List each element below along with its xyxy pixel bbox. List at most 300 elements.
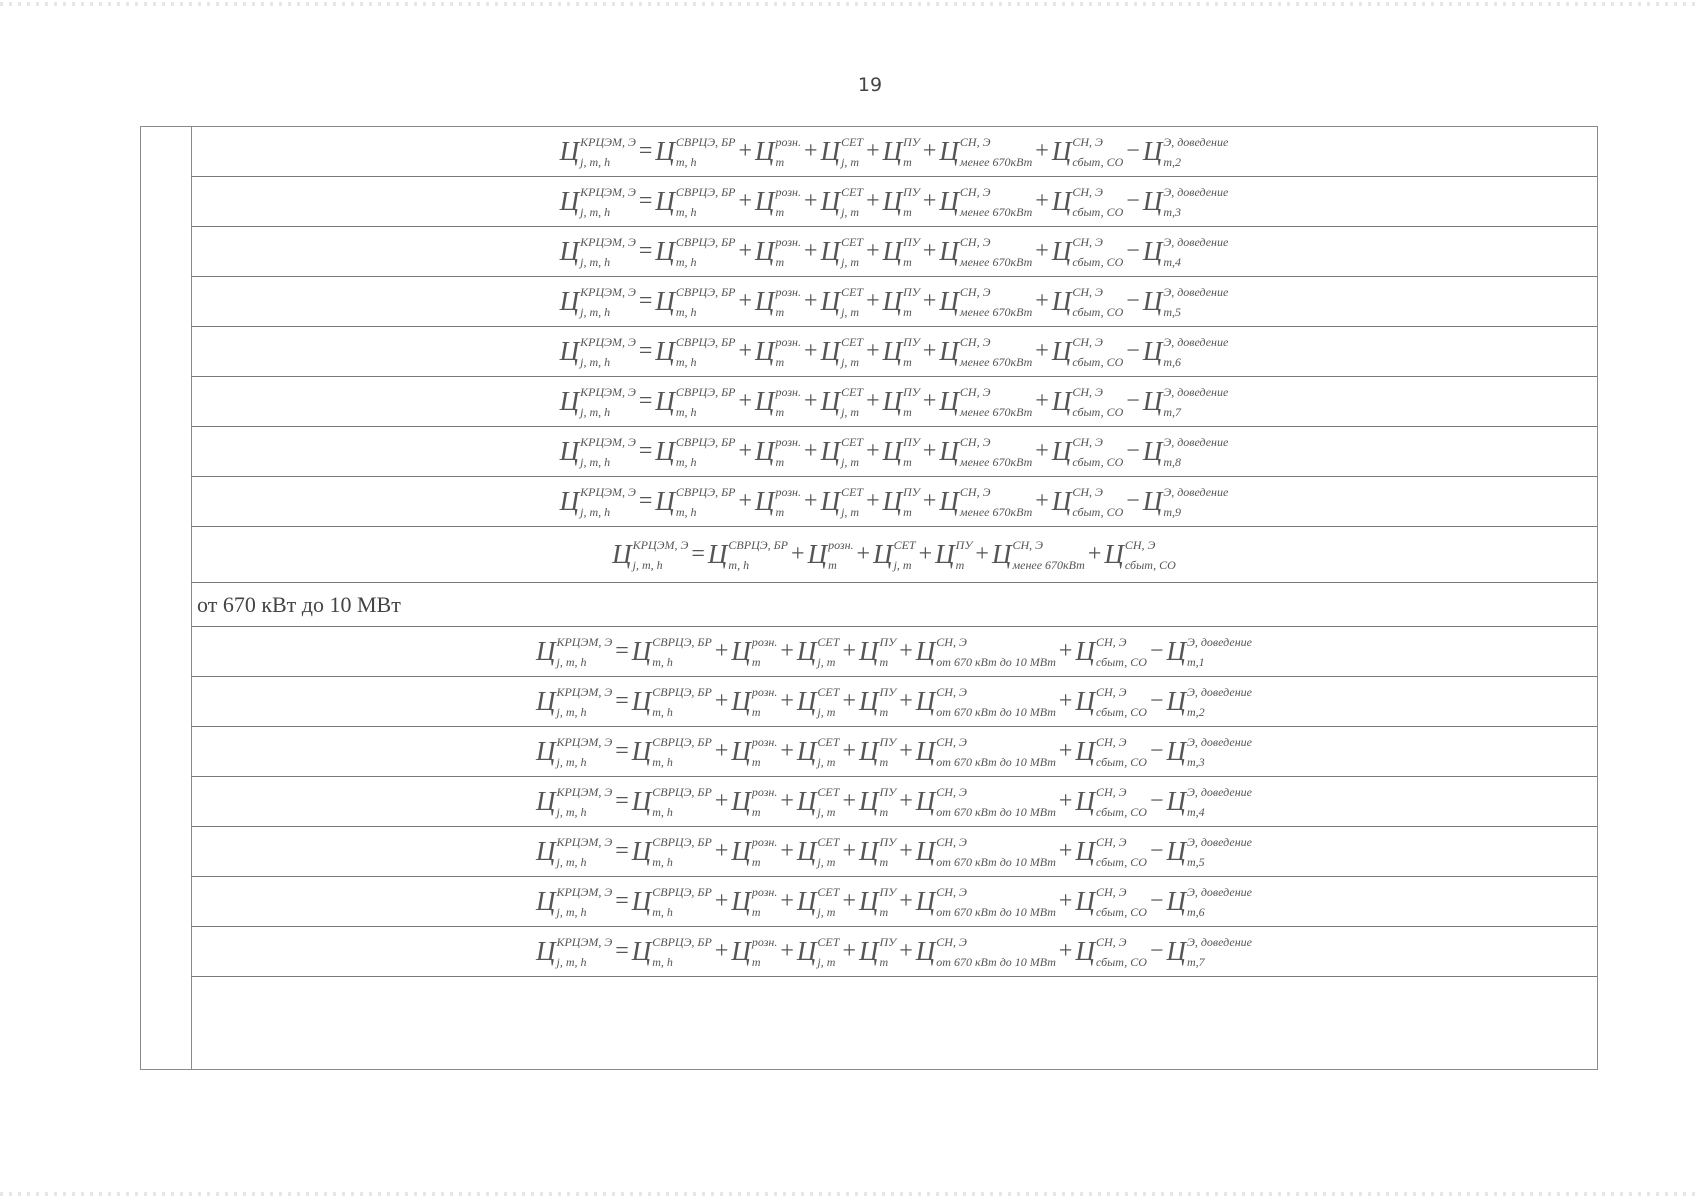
- sales-term-indices: [1095, 884, 1147, 919]
- sales-term-superscript: СН, Э: [1124, 537, 1156, 552]
- power-level-term-indices: [959, 384, 1033, 419]
- table-row: [191, 677, 1597, 727]
- power-level-term-indices: [959, 484, 1033, 519]
- wholesale-term-symbol: Ц: [631, 936, 652, 966]
- lhs-term-subscript: j, m, h: [580, 454, 611, 469]
- sales-term-symbol: Ц: [1075, 936, 1095, 966]
- wholesale-term-superscript: СВРЦЭ, БР: [652, 834, 712, 849]
- network-term-indices: [841, 484, 864, 519]
- lhs-term-symbol: Ц: [559, 486, 580, 516]
- retail-term-symbol: Ц: [731, 936, 751, 966]
- plus-sign: +: [780, 788, 794, 814]
- sales-term-indices: [1072, 334, 1124, 369]
- sales-term-symbol: Ц: [1075, 636, 1095, 666]
- metering-term-superscript: ПУ: [879, 684, 897, 699]
- network-term-subscript: j, m: [841, 204, 860, 219]
- wholesale-term-superscript: СВРЦЭ, БР: [652, 934, 712, 949]
- adjustment-term-superscript: Э, доведение: [1163, 484, 1229, 499]
- power-level-term-superscript: СН, Э: [936, 784, 967, 799]
- metering-term-subscript: m: [879, 654, 889, 669]
- lhs-term-superscript: КРЦЭМ, Э: [580, 434, 636, 449]
- metering-term-superscript: ПУ: [903, 234, 920, 249]
- retail-term-subscript: m: [751, 954, 761, 969]
- wholesale-term-indices: [675, 434, 736, 469]
- adjustment-term-indices: [1163, 384, 1229, 419]
- retail-term-symbol: Ц: [731, 736, 751, 766]
- power-level-term-superscript: СН, Э: [936, 634, 967, 649]
- network-term-symbol: Ц: [873, 539, 893, 569]
- equals-sign: =: [638, 238, 653, 264]
- network-term-superscript: СЕТ: [817, 834, 840, 849]
- lhs-term-superscript: КРЦЭМ, Э: [556, 634, 613, 649]
- table-row: [191, 727, 1597, 777]
- metering-term-symbol: Ц: [882, 386, 903, 416]
- retail-term-subscript: m: [775, 354, 785, 369]
- retail-term-superscript: розн.: [775, 334, 802, 349]
- retail-term-indices: [775, 234, 802, 269]
- retail-term-superscript: розн.: [775, 484, 802, 499]
- sales-term-subscript: сбыт, СО: [1072, 254, 1124, 269]
- lhs-term-symbol: Ц: [559, 136, 580, 166]
- lhs-term-symbol: Ц: [559, 336, 580, 366]
- plus-sign: +: [899, 838, 913, 864]
- lhs-term-superscript: КРЦЭМ, Э: [556, 884, 613, 899]
- metering-term-indices: [903, 334, 920, 369]
- scan-edge-bottom: [0, 1192, 1698, 1196]
- retail-term-superscript: розн.: [775, 134, 802, 149]
- metering-term-superscript: ПУ: [879, 834, 897, 849]
- network-term-indices: [841, 284, 864, 319]
- plus-sign: +: [804, 238, 818, 264]
- adjustment-term-indices: [1186, 834, 1252, 869]
- adjustment-term-symbol: Ц: [1166, 836, 1186, 866]
- minus-sign: −: [1149, 738, 1164, 764]
- plus-sign: +: [922, 188, 937, 214]
- power-level-term-subscript: менее 670кВт: [959, 504, 1033, 519]
- metering-term-indices: [879, 834, 897, 869]
- network-term-indices: [817, 834, 840, 869]
- metering-term-subscript: m: [955, 557, 965, 572]
- power-level-term-superscript: СН, Э: [959, 384, 991, 399]
- lhs-term-symbol: Ц: [536, 636, 556, 666]
- plus-sign: +: [791, 541, 805, 567]
- metering-term-indices: [879, 934, 897, 969]
- wholesale-term-symbol: Ц: [655, 136, 675, 166]
- metering-term-subscript: m: [903, 354, 912, 369]
- plus-sign: +: [738, 188, 753, 214]
- scan-edge-top: [0, 2, 1698, 6]
- retail-term-subscript: m: [751, 904, 761, 919]
- wholesale-term-indices: [652, 834, 712, 869]
- network-term-subscript: j, m: [817, 954, 836, 969]
- table-row: [191, 377, 1597, 427]
- plus-sign: +: [842, 638, 856, 664]
- plus-sign: +: [899, 738, 913, 764]
- adjustment-term-superscript: Э, доведение: [1186, 734, 1252, 749]
- wholesale-term-symbol: Ц: [707, 539, 728, 569]
- plus-sign: +: [856, 541, 871, 567]
- adjustment-term-subscript: m,5: [1163, 304, 1182, 319]
- equals-sign: =: [638, 388, 653, 414]
- wholesale-term-symbol: Ц: [655, 436, 675, 466]
- metering-term-subscript: m: [879, 854, 889, 869]
- power-level-term-indices: [936, 934, 1056, 969]
- equals-sign: =: [615, 688, 629, 714]
- wholesale-term-subscript: m, h: [652, 704, 673, 719]
- retail-term-symbol: Ц: [755, 386, 775, 416]
- sales-term-indices: [1095, 784, 1147, 819]
- metering-term-superscript: ПУ: [903, 334, 920, 349]
- network-term-indices: [893, 537, 916, 572]
- adjustment-term-subscript: m,9: [1163, 504, 1182, 519]
- metering-term-superscript: ПУ: [879, 734, 897, 749]
- sales-term-symbol: Ц: [1075, 886, 1095, 916]
- lhs-term-superscript: КРЦЭМ, Э: [580, 234, 636, 249]
- lhs-term-indices: [632, 537, 689, 572]
- metering-term-symbol: Ц: [882, 186, 903, 216]
- lhs-term-subscript: j, m, h: [556, 654, 587, 669]
- power-level-term-superscript: СН, Э: [959, 234, 991, 249]
- retail-term-subscript: m: [775, 454, 785, 469]
- metering-term-superscript: ПУ: [903, 384, 920, 399]
- power-level-term-indices: [936, 884, 1056, 919]
- lhs-term-superscript: КРЦЭМ, Э: [580, 134, 636, 149]
- wholesale-term-superscript: СВРЦЭ, БР: [652, 734, 712, 749]
- table-row: [191, 927, 1597, 977]
- plus-sign: +: [922, 288, 937, 314]
- network-term-symbol: Ц: [820, 386, 841, 416]
- network-term-symbol: Ц: [796, 686, 817, 716]
- adjustment-term-indices: [1186, 634, 1252, 669]
- retail-term-indices: [775, 484, 802, 519]
- plus-sign: +: [738, 388, 753, 414]
- sales-term-indices: [1095, 684, 1147, 719]
- plus-sign: +: [866, 188, 880, 214]
- power-level-term-subscript: от 670 кВт до 10 МВт: [936, 904, 1056, 919]
- adjustment-term-indices: [1186, 784, 1252, 819]
- retail-term-subscript: m: [751, 704, 761, 719]
- metering-term-superscript: ПУ: [879, 884, 897, 899]
- sales-term-indices: [1095, 834, 1147, 869]
- sales-term-symbol: Ц: [1075, 736, 1095, 766]
- price-formula: [559, 384, 1229, 419]
- plus-sign: +: [780, 838, 794, 864]
- wholesale-term-superscript: СВРЦЭ, БР: [675, 434, 736, 449]
- plus-sign: +: [1035, 188, 1049, 214]
- sales-term-superscript: СН, Э: [1072, 434, 1103, 449]
- network-term-superscript: СЕТ: [817, 934, 840, 949]
- lhs-term-subscript: j, m, h: [556, 754, 587, 769]
- adjustment-term-symbol: Ц: [1142, 336, 1163, 366]
- plus-sign: +: [866, 138, 880, 164]
- network-term-superscript: СЕТ: [841, 234, 864, 249]
- minus-sign: −: [1126, 338, 1140, 364]
- network-term-subscript: j, m: [893, 557, 912, 572]
- retail-term-superscript: розн.: [775, 234, 802, 249]
- plus-sign: +: [899, 688, 913, 714]
- retail-term-symbol: Ц: [731, 836, 751, 866]
- metering-term-symbol: Ц: [858, 786, 879, 816]
- sales-term-subscript: сбыт, СО: [1124, 557, 1176, 572]
- metering-term-symbol: Ц: [858, 836, 879, 866]
- plus-sign: +: [804, 338, 818, 364]
- adjustment-term-superscript: Э, доведение: [1163, 284, 1229, 299]
- wholesale-term-symbol: Ц: [655, 286, 675, 316]
- network-term-superscript: СЕТ: [893, 537, 916, 552]
- plus-sign: +: [780, 688, 794, 714]
- wholesale-term-subscript: m, h: [675, 204, 697, 219]
- wholesale-term-symbol: Ц: [655, 386, 675, 416]
- lhs-term-indices: [580, 284, 636, 319]
- sales-term-subscript: сбыт, СО: [1095, 654, 1147, 669]
- plus-sign: +: [804, 288, 818, 314]
- lhs-term-symbol: Ц: [612, 539, 632, 569]
- wholesale-term-superscript: СВРЦЭ, БР: [652, 884, 712, 899]
- adjustment-term-symbol: Ц: [1142, 236, 1163, 266]
- plus-sign: +: [1035, 238, 1049, 264]
- plus-sign: +: [922, 388, 937, 414]
- power-level-term-symbol: Ц: [939, 436, 959, 466]
- table-row: [191, 777, 1597, 827]
- lhs-term-superscript: КРЦЭМ, Э: [580, 184, 636, 199]
- power-level-term-indices: [959, 334, 1033, 369]
- wholesale-term-subscript: m, h: [675, 354, 697, 369]
- metering-term-superscript: ПУ: [903, 184, 920, 199]
- sales-term-subscript: сбыт, СО: [1095, 754, 1147, 769]
- wholesale-term-indices: [652, 784, 712, 819]
- retail-term-subscript: m: [775, 504, 785, 519]
- lhs-term-indices: [580, 184, 636, 219]
- price-formula: [559, 184, 1229, 219]
- retail-term-subscript: m: [775, 204, 785, 219]
- plus-sign: +: [1058, 888, 1073, 914]
- price-formula: [612, 537, 1176, 572]
- lhs-term-superscript: КРЦЭМ, Э: [556, 684, 613, 699]
- retail-term-symbol: Ц: [755, 486, 775, 516]
- retail-term-indices: [775, 284, 802, 319]
- metering-term-subscript: m: [879, 754, 889, 769]
- network-term-symbol: Ц: [796, 836, 817, 866]
- sales-term-superscript: СН, Э: [1072, 484, 1103, 499]
- wholesale-term-superscript: СВРЦЭ, БР: [675, 184, 736, 199]
- sales-term-subscript: сбыт, СО: [1072, 204, 1124, 219]
- network-term-symbol: Ц: [820, 186, 841, 216]
- plus-sign: +: [918, 541, 933, 567]
- sales-term-indices: [1072, 234, 1124, 269]
- retail-term-indices: [775, 384, 802, 419]
- wholesale-term-symbol: Ц: [655, 186, 675, 216]
- wholesale-term-subscript: m, h: [675, 154, 697, 169]
- sales-term-superscript: СН, Э: [1072, 384, 1103, 399]
- power-level-term-indices: [936, 834, 1056, 869]
- retail-term-superscript: розн.: [751, 884, 778, 899]
- network-term-symbol: Ц: [796, 886, 817, 916]
- plus-sign: +: [738, 238, 753, 264]
- network-term-subscript: j, m: [841, 254, 860, 269]
- retail-term-superscript: розн.: [775, 284, 802, 299]
- power-level-term-symbol: Ц: [915, 636, 936, 666]
- power-level-term-symbol: Ц: [915, 936, 936, 966]
- equals-sign: =: [638, 338, 653, 364]
- network-term-indices: [817, 934, 840, 969]
- minus-sign: −: [1149, 788, 1164, 814]
- metering-term-indices: [955, 537, 973, 572]
- network-term-subscript: j, m: [841, 454, 860, 469]
- plus-sign: +: [714, 688, 729, 714]
- power-level-term-symbol: Ц: [915, 686, 936, 716]
- metering-term-symbol: Ц: [882, 136, 903, 166]
- metering-term-subscript: m: [879, 954, 889, 969]
- equals-sign: =: [638, 288, 653, 314]
- retail-term-superscript: розн.: [775, 384, 802, 399]
- retail-term-symbol: Ц: [755, 286, 775, 316]
- retail-term-symbol: Ц: [731, 636, 751, 666]
- power-level-term-superscript: СН, Э: [959, 434, 991, 449]
- lhs-term-indices: [556, 834, 613, 869]
- network-term-indices: [841, 434, 864, 469]
- section-row: [191, 583, 1597, 627]
- retail-term-subscript: m: [828, 557, 837, 572]
- retail-term-symbol: Ц: [755, 336, 775, 366]
- lhs-term-symbol: Ц: [559, 286, 580, 316]
- equals-sign: =: [638, 438, 653, 464]
- plus-sign: +: [804, 138, 818, 164]
- adjustment-term-superscript: Э, доведение: [1163, 134, 1229, 149]
- lhs-term-indices: [580, 484, 636, 519]
- adjustment-term-subscript: m,4: [1163, 254, 1182, 269]
- sales-term-subscript: сбыт, СО: [1095, 954, 1147, 969]
- sales-term-subscript: сбыт, СО: [1072, 404, 1124, 419]
- retail-term-indices: [751, 934, 778, 969]
- power-level-term-superscript: СН, Э: [959, 134, 991, 149]
- wholesale-term-indices: [652, 884, 712, 919]
- power-level-term-superscript: СН, Э: [936, 684, 967, 699]
- table-row: [191, 277, 1597, 327]
- metering-term-subscript: m: [879, 804, 889, 819]
- lhs-term-indices: [580, 234, 636, 269]
- adjustment-term-indices: [1163, 434, 1229, 469]
- plus-sign: +: [922, 438, 937, 464]
- adjustment-term-indices: [1163, 184, 1229, 219]
- network-term-superscript: СЕТ: [841, 184, 864, 199]
- plus-sign: +: [1035, 338, 1049, 364]
- metering-term-superscript: ПУ: [879, 784, 897, 799]
- minus-sign: −: [1126, 288, 1140, 314]
- sales-term-superscript: СН, Э: [1095, 734, 1127, 749]
- retail-term-subscript: m: [775, 154, 785, 169]
- lhs-term-symbol: Ц: [559, 236, 580, 266]
- retail-term-indices: [775, 434, 802, 469]
- price-formula: [559, 234, 1229, 269]
- adjustment-term-superscript: Э, доведение: [1163, 334, 1229, 349]
- formula-table: [140, 126, 1598, 1070]
- plus-sign: +: [975, 541, 989, 567]
- lhs-term-symbol: Ц: [559, 436, 580, 466]
- sales-term-superscript: СН, Э: [1072, 284, 1103, 299]
- wholesale-term-indices: [652, 734, 712, 769]
- equals-sign: =: [615, 788, 629, 814]
- retail-term-subscript: m: [751, 654, 761, 669]
- sales-term-indices: [1072, 484, 1124, 519]
- network-term-indices: [841, 184, 864, 219]
- power-level-term-indices: [959, 434, 1033, 469]
- equals-sign: =: [638, 138, 653, 164]
- network-term-indices: [841, 134, 864, 169]
- sales-term-subscript: сбыт, СО: [1072, 304, 1124, 319]
- lhs-term-indices: [556, 934, 613, 969]
- adjustment-term-indices: [1186, 884, 1252, 919]
- lhs-term-superscript: КРЦЭМ, Э: [556, 734, 613, 749]
- sales-term-symbol: Ц: [1051, 186, 1072, 216]
- adjustment-term-superscript: Э, доведение: [1186, 784, 1252, 799]
- retail-term-indices: [775, 334, 802, 369]
- plus-sign: +: [1035, 438, 1049, 464]
- wholesale-term-superscript: СВРЦЭ, БР: [675, 134, 736, 149]
- lhs-term-superscript: КРЦЭМ, Э: [556, 834, 613, 849]
- power-level-term-subscript: от 670 кВт до 10 МВт: [936, 954, 1056, 969]
- network-term-indices: [817, 884, 840, 919]
- adjustment-term-indices: [1163, 234, 1229, 269]
- power-level-term-symbol: Ц: [915, 786, 936, 816]
- plus-sign: +: [1058, 788, 1073, 814]
- wholesale-term-superscript: СВРЦЭ, БР: [675, 384, 736, 399]
- network-term-indices: [841, 384, 864, 419]
- metering-term-subscript: m: [903, 404, 912, 419]
- power-level-term-superscript: СН, Э: [936, 884, 967, 899]
- sales-term-symbol: Ц: [1051, 486, 1072, 516]
- minus-sign: −: [1149, 938, 1164, 964]
- plus-sign: +: [738, 338, 753, 364]
- lhs-term-subscript: j, m, h: [580, 304, 611, 319]
- minus-sign: −: [1126, 238, 1140, 264]
- price-formula: [536, 834, 1252, 869]
- lhs-term-superscript: КРЦЭМ, Э: [556, 784, 613, 799]
- metering-term-indices: [879, 734, 897, 769]
- plus-sign: +: [804, 388, 818, 414]
- lhs-term-superscript: КРЦЭМ, Э: [580, 284, 636, 299]
- lhs-term-symbol: Ц: [536, 736, 556, 766]
- lhs-term-subscript: j, m, h: [580, 204, 611, 219]
- power-level-term-indices: [936, 634, 1056, 669]
- sales-term-superscript: СН, Э: [1095, 934, 1127, 949]
- network-term-superscript: СЕТ: [841, 284, 864, 299]
- wholesale-term-subscript: m, h: [675, 254, 697, 269]
- metering-term-indices: [903, 184, 920, 219]
- plus-sign: +: [922, 238, 937, 264]
- adjustment-term-symbol: Ц: [1142, 386, 1163, 416]
- metering-term-subscript: m: [879, 904, 889, 919]
- network-term-symbol: Ц: [820, 486, 841, 516]
- sales-term-symbol: Ц: [1075, 686, 1095, 716]
- network-term-superscript: СЕТ: [817, 634, 840, 649]
- plus-sign: +: [842, 838, 856, 864]
- plus-sign: +: [738, 288, 753, 314]
- power-level-term-symbol: Ц: [991, 539, 1012, 569]
- retail-term-subscript: m: [775, 254, 785, 269]
- wholesale-term-superscript: СВРЦЭ, БР: [652, 684, 712, 699]
- price-formula: [559, 134, 1229, 169]
- wholesale-term-indices: [675, 484, 736, 519]
- sales-term-symbol: Ц: [1051, 236, 1072, 266]
- lhs-term-symbol: Ц: [536, 686, 556, 716]
- plus-sign: +: [842, 738, 856, 764]
- adjustment-term-symbol: Ц: [1142, 436, 1163, 466]
- wholesale-term-symbol: Ц: [631, 786, 652, 816]
- minus-sign: −: [1149, 888, 1164, 914]
- retail-term-indices: [751, 684, 778, 719]
- wholesale-term-indices: [675, 134, 736, 169]
- lhs-term-indices: [556, 634, 613, 669]
